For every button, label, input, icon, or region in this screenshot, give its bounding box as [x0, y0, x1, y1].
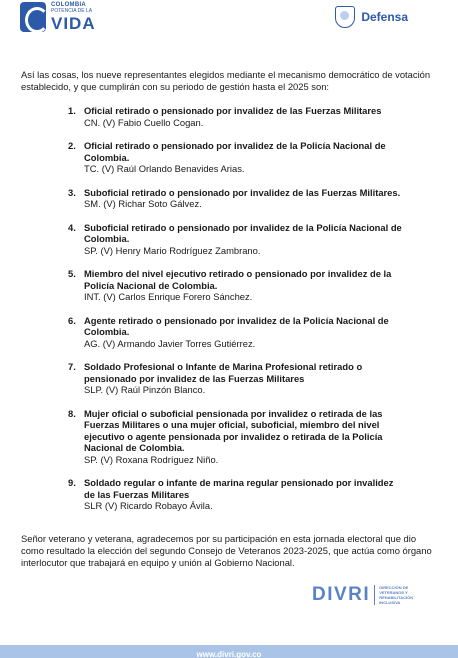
item-person: SLR (V) Ricardo Robayo Ávila. [84, 500, 213, 511]
item-person: AG. (V) Armando Javier Torres Gutiérrez. [84, 337, 256, 349]
item-person: TC. (V) Raúl Orlando Benavides Arias. [84, 163, 245, 174]
defensa-logo [335, 6, 408, 28]
item-number: 8. [68, 407, 76, 419]
defensa-label: Defensa [361, 10, 408, 24]
item-title: Soldado Profesional o Infante de Marina Profesional retirado o pensionado por invalidez de las Fuerzas Militares [84, 361, 363, 384]
representatives-list [68, 105, 404, 524]
item-title: Soldado regular o infante de marina regular pensionado por invalidez de las Fuerzas Militares [84, 477, 394, 500]
intro-paragraph: Así las cosas, los nueve representantes elegidos mediante el mecanismo democrático de votación establecido, y que cumplirán con su periodo de gestión hasta el 2025 son: [21, 69, 431, 92]
divri-subtitle-line3: REHABILITACIÓN [379, 595, 414, 600]
list-item [68, 140, 404, 175]
item-person: SP. (V) Roxana Rodríguez Niño. [84, 453, 219, 465]
divri-divider [374, 585, 375, 605]
list-item [68, 477, 404, 512]
item-number: 2. [68, 140, 76, 151]
colombia-logo-text [51, 2, 96, 32]
item-person: SM. (V) Richar Soto Gálvez. [84, 198, 202, 209]
item-number: 7. [68, 361, 76, 372]
list-item [68, 268, 404, 303]
list-item [68, 187, 404, 210]
item-title: Oficial retirado o pensionado por invalidez de la Policía Nacional de Colombia. [84, 140, 386, 163]
list-item [68, 222, 404, 257]
divri-subtitle-line4: INCLUSIVA [379, 600, 401, 605]
item-person: INT. (V) Carlos Enrique Forero Sánchez. [84, 291, 253, 302]
divri-subtitle-line2: VETERANOS Y [379, 590, 408, 595]
item-person: SP. (V) Henry Mario Rodríguez Zambrano. [84, 244, 261, 256]
footer-website-link[interactable]: www.divri.gov.co [196, 650, 262, 658]
list-item [68, 408, 404, 466]
divri-wordmark: DIVRI [312, 584, 371, 605]
divri-subtitle [379, 585, 413, 605]
item-title: Miembro del nivel ejecutivo retirado o pensionado por invalidez de la Policía Nacional de Colombia. [84, 268, 392, 291]
item-person: SLP. (V) Raúl Pinzón Blanco. [84, 384, 206, 395]
item-title: Suboficial retirado o pensionado por invalidez de las Fuerzas Militares. [84, 186, 401, 198]
item-number: 4. [68, 221, 76, 233]
list-item [68, 105, 404, 128]
colombia-logo-icon [20, 2, 46, 32]
item-title: Agente retirado o pensionado por invalidez de la Policía Nacional de Colombia. [84, 314, 389, 337]
divri-logo [312, 584, 413, 606]
colombia-logo-line3: VIDA [51, 14, 96, 33]
colombia-logo-line1: COLOMBIA [51, 2, 87, 8]
item-title: Mujer oficial o suboficial pensionada por invalidez o retirada de las Fuerzas Militares o una mujer oficial, suboficial, miembro del nivel ejecutivo o agente pensionada por invalidez o retirada de la Policía Nacional de Colombia. [84, 407, 383, 453]
item-number: 3. [68, 186, 76, 198]
closing-paragraph: Señor veterano y veterana, agradecemos por su participación en esta jornada electoral que dio como resultado la elección del segundo Consejo de Veteranos 2023-2025, que actúa como órgano interlocutor que trabajará en equipo y unión al Gobierno Nacional. [21, 533, 432, 568]
divri-subtitle-line1: DIRECCIÓN DE [379, 585, 409, 590]
list-item [68, 315, 404, 350]
item-number: 6. [68, 314, 76, 326]
item-person: CN. (V) Fabio Cuello Cogan. [84, 116, 204, 128]
coat-of-arms-icon [335, 6, 355, 28]
page-header [0, 0, 458, 38]
item-number: 9. [68, 477, 76, 488]
item-title: Suboficial retirado o pensionado por invalidez de la Policía Nacional de Colombia. [84, 221, 402, 244]
colombia-potencia-de-la-vida-logo [20, 2, 96, 32]
colombia-logo-line2: POTENCIA DE LA [51, 8, 93, 14]
item-number: 1. [68, 105, 76, 116]
list-item [68, 361, 404, 396]
item-title: Oficial retirado o pensionado por invalidez de las Fuerzas Militares [84, 105, 382, 116]
item-number: 5. [68, 268, 76, 279]
page-footer [0, 645, 458, 658]
